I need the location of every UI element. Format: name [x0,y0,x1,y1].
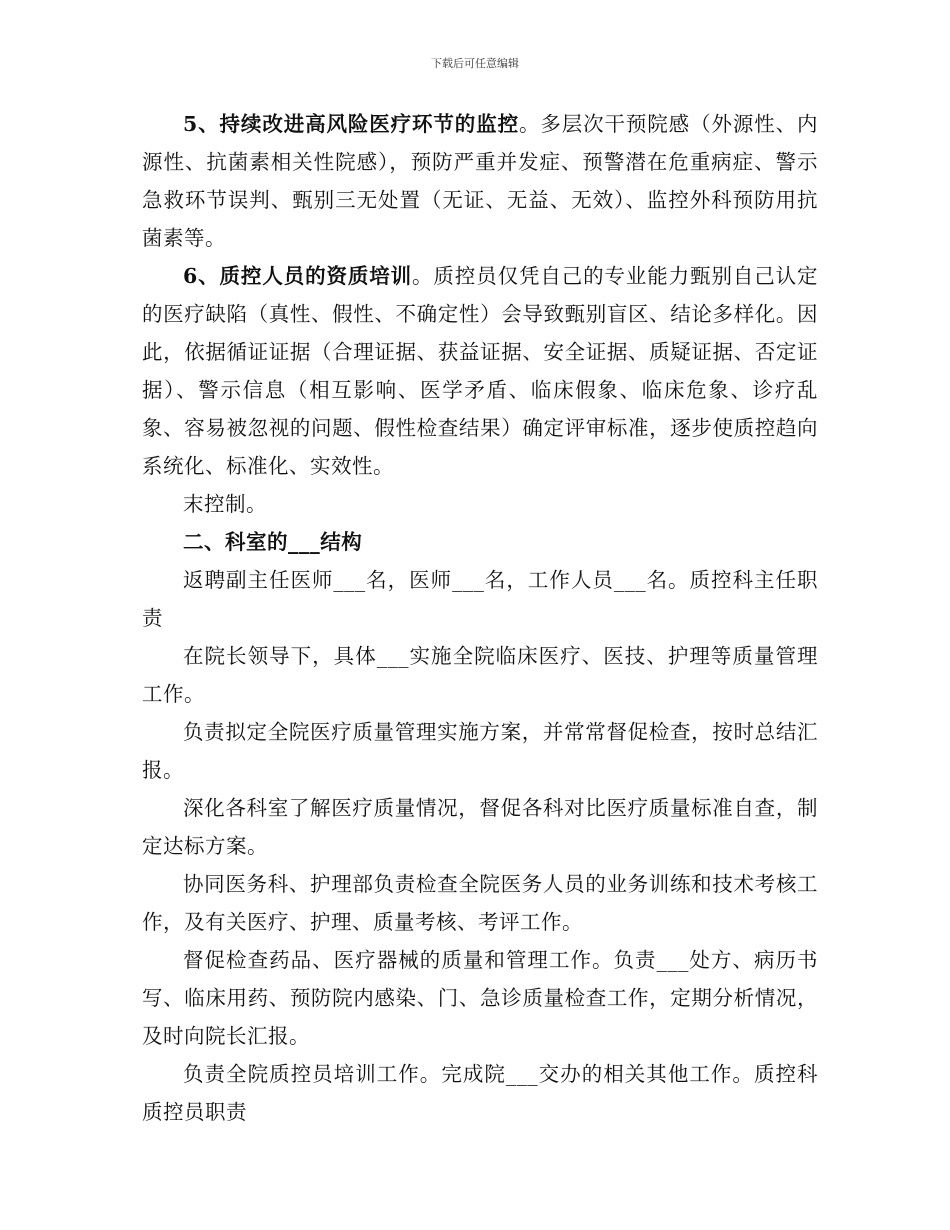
paragraph-text: 督促检查药品、医疗器械的质量和管理工作。负责___处方、病历书写、临床用药、预防院内感染、门、急诊质量检查工作，定期分析情况，及时向院长汇报。 [142,948,818,1048]
paragraph-duty-4 [142,865,818,941]
document-body [142,105,818,1131]
paragraph-5-monitoring [142,105,818,257]
paragraph-staffing [142,561,818,637]
paragraph-text: 。多层次干预院感（外源性、内源性、抗菌素相关性院感），预防严重并发症、预警潜在危重病症、警示急救环节误判、甄别三无处置（无证、无益、无效）、监控外科预防用抗菌素等。 [142,112,819,250]
paragraph-text: 协同医务科、护理部负责检查全院医务人员的业务训练和技术考核工作，及有关医疗、护理、质量考核、考评工作。 [142,872,818,934]
paragraph-duty-2 [142,713,818,789]
paragraph-text: 深化各科室了解医疗质量情况，督促各科对比医疗质量标准自查，制定达标方案。 [142,796,818,858]
section-heading: 二、科室的___结构 [183,530,363,554]
paragraph-duty-5 [142,941,818,1055]
paragraph-text: 。质控员仅凭自己的专业能力甄别自己认定的医疗缺陷（真性、假性、不确定性）会导致甄别盲区、结论多样化。因此，依据循证证据（合理证据、获益证据、安全证据、质疑证据、否定证据）、警示信息（相互影响、医学矛盾、临床假象、临床危象、诊疗乱象、容易被忽视的问题、假性检查结果）确定评审标准，逐步使质控趋向系统化、标准化、实效性。 [142,264,819,478]
paragraph-text: 负责全院质控员培训工作。完成院___交办的相关其他工作。质控科质控员职责 [142,1062,818,1124]
paragraph-end-control [142,485,818,523]
paragraph-text: 末控制。 [183,492,267,516]
paragraph-duty-3 [142,789,818,865]
paragraph-heading: 6、质控人员的资质培训 [183,264,413,288]
paragraph-heading: 5、持续改进高风险医疗环节的监控 [183,112,519,136]
paragraph-text: 在院长领导下，具体___实施全院临床医疗、医技、护理等质量管理工作。 [142,644,818,706]
paragraph-duty-1 [142,637,818,713]
page-header: 下载后可任意编辑 [431,57,519,70]
paragraph-text: 返聘副主任医师___名，医师___名，工作人员___名。质控科主任职责 [142,568,818,630]
paragraph-duty-6 [142,1055,818,1131]
section-heading-structure [142,523,818,561]
paragraph-6-training [142,257,818,485]
paragraph-text: 负责拟定全院医疗质量管理实施方案，并常常督促检查，按时总结汇报。 [142,720,818,782]
